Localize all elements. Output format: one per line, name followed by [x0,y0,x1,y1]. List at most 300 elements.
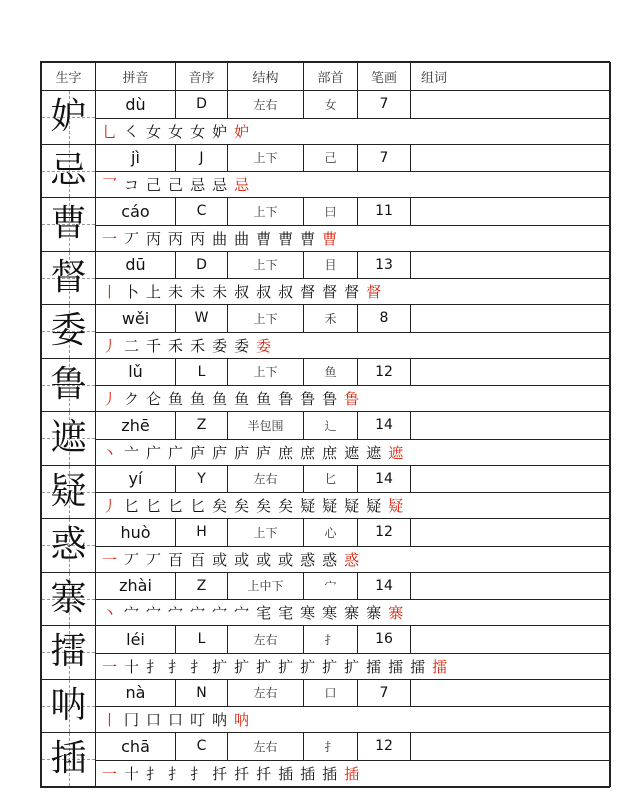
character-row [42,733,611,761]
stroke-step [212,121,229,142]
stroke-step [190,388,207,409]
stroke-order-row [42,439,611,465]
stroke-step [366,281,383,302]
stroke-order-row [42,225,611,251]
stroke-step [146,549,163,570]
pinyin-cell: cáo [96,198,176,226]
stroke-glyph: 插 [344,764,362,783]
stroke-glyph: 鱼 [168,390,186,409]
stroke-glyph: 宀 [146,604,164,623]
stroke-step [234,709,251,730]
stroke-step [190,549,207,570]
stroke-glyph: 扌 [146,657,164,676]
stroke-glyph: ㇛ [124,122,142,141]
stroke-glyph: 遮 [388,443,406,462]
character-row [42,572,611,600]
stroke-order-cell [96,546,611,572]
stroke-glyph: 女 [190,122,208,141]
stroke-step [322,549,339,570]
bushou-cell: 禾 [304,305,358,333]
stroke-glyph: 丙 [168,229,186,248]
stroke-step [322,656,339,677]
stroke-step [124,656,141,677]
stroke-step [102,763,119,784]
stroke-glyph: 鱼 [190,390,208,409]
jiegou-cell: 上下 [228,144,304,172]
stroke-glyph: 矣 [234,497,252,516]
stroke-glyph: 宀 [168,604,186,623]
stroke-glyph: 千 [146,336,164,355]
stroke-glyph: 委 [256,336,274,355]
character-cell [42,733,96,787]
character: 遮 [50,417,87,459]
stroke-order-row [42,386,611,412]
stroke-step [234,495,251,516]
stroke-step [234,121,251,142]
header-bushou: 部首 [304,63,358,91]
stroke-glyph: 女 [146,122,164,141]
bihua-cell: 16 [358,626,411,654]
stroke-step [212,388,229,409]
stroke-step [256,549,273,570]
stroke-glyph: 一 [102,657,120,676]
character-table [41,62,611,787]
character: 曹 [50,203,87,245]
stroke-glyph: 口 [168,711,186,730]
stroke-glyph: 扦 [234,764,252,783]
stroke-step [168,281,185,302]
stroke-glyph: 叮 [190,711,208,730]
stroke-glyph: 扩 [256,657,274,676]
stroke-order-cell [96,439,611,465]
stroke-step [278,388,295,409]
stroke-glyph: 丶 [102,443,120,462]
pinyin-cell: dū [96,251,176,279]
stroke-glyph: 未 [190,283,208,302]
stroke-glyph: 广 [146,443,164,462]
stroke-glyph: 鱼 [234,390,252,409]
stroke-glyph: 扩 [322,657,340,676]
stroke-glyph: コ [124,176,142,195]
character-row [42,679,611,707]
stroke-glyph: 擂 [432,657,450,676]
pinyin-cell: jì [96,144,176,172]
zuci-cell [411,412,611,440]
stroke-step [234,228,251,249]
stroke-step [168,174,185,195]
bushou-cell: 目 [304,251,358,279]
zuci-cell [411,251,611,279]
zuci-cell [411,733,611,761]
stroke-glyph: 丿 [102,497,120,516]
yinxu-cell: H [176,519,228,547]
stroke-step [212,335,229,356]
stroke-glyph: 鱼 [212,390,230,409]
stroke-order-row [42,707,611,733]
stroke-glyph: 未 [168,283,186,302]
stroke-glyph: 宀 [212,604,230,623]
stroke-step [322,495,339,516]
character: 督 [50,256,87,298]
character-cell [42,91,96,145]
yinxu-cell: W [176,305,228,333]
stroke-step [102,709,119,730]
bushou-cell: 心 [304,519,358,547]
character-row [42,144,611,172]
stroke-step [146,763,163,784]
stroke-step [278,228,295,249]
stroke-glyph: 或 [212,550,230,569]
stroke-step [190,121,207,142]
character-cell [42,144,96,198]
stroke-step [190,602,207,623]
character-row [42,251,611,279]
jiegou-cell: 左右 [228,626,304,654]
stroke-step [410,656,427,677]
stroke-glyph: 十 [124,657,142,676]
stroke-step [146,602,163,623]
stroke-glyph: 庐 [234,443,252,462]
stroke-step [124,709,141,730]
stroke-step [234,602,251,623]
stroke-glyph: 卜 [124,283,142,302]
jiegou-cell: 左右 [228,679,304,707]
bihua-cell: 13 [358,251,411,279]
stroke-step [102,495,119,516]
stroke-glyph: 丆 [124,229,142,248]
zuci-cell [411,519,611,547]
stroke-glyph: 惑 [322,550,340,569]
stroke-glyph: 委 [212,336,230,355]
stroke-step [168,121,185,142]
zuci-cell [411,465,611,493]
jiegou-cell: 左右 [228,465,304,493]
stroke-step [278,763,295,784]
stroke-step [256,656,273,677]
yinxu-cell: Z [176,412,228,440]
stroke-step [102,549,119,570]
character-row [42,198,611,226]
stroke-glyph: 忌 [234,176,252,195]
character: 鲁 [50,363,87,405]
stroke-glyph: 惑 [344,550,362,569]
stroke-step [256,442,273,463]
stroke-glyph: 扩 [234,657,252,676]
stroke-glyph: 庐 [190,443,208,462]
stroke-glyph: 匕 [124,497,142,516]
bihua-cell: 12 [358,519,411,547]
stroke-step [168,709,185,730]
stroke-glyph: 二 [124,336,142,355]
character: 插 [50,738,87,780]
stroke-glyph: 禾 [168,336,186,355]
stroke-glyph: 未 [212,283,230,302]
stroke-glyph: 寨 [366,604,384,623]
stroke-step [234,335,251,356]
character: 委 [50,310,87,352]
stroke-glyph: 寒 [322,604,340,623]
stroke-step [190,442,207,463]
stroke-step [124,228,141,249]
stroke-glyph: 女 [168,122,186,141]
bushou-cell: 鱼 [304,358,358,386]
character-cell [42,198,96,252]
stroke-glyph: 庐 [256,443,274,462]
stroke-step [168,763,185,784]
zuci-cell [411,305,611,333]
stroke-glyph: 扩 [278,657,296,676]
jiegou-cell: 上中下 [228,572,304,600]
header-jiegou: 结构 [228,63,304,91]
stroke-glyph: 寒 [300,604,318,623]
stroke-order-row [42,653,611,679]
zuci-cell [411,144,611,172]
yinxu-cell: L [176,626,228,654]
bihua-cell: 8 [358,305,411,333]
zuci-cell [411,679,611,707]
stroke-step [146,228,163,249]
stroke-glyph: 庶 [300,443,318,462]
stroke-glyph: 或 [256,550,274,569]
jiegou-cell: 上下 [228,198,304,226]
stroke-glyph: 擂 [388,657,406,676]
jiegou-cell: 左右 [228,91,304,119]
stroke-glyph: 委 [234,336,252,355]
bihua-cell: 12 [358,358,411,386]
character-cell [42,251,96,305]
stroke-glyph: ク [124,390,142,409]
stroke-glyph: 十 [124,764,142,783]
stroke-step [278,442,295,463]
character-cell [42,572,96,626]
stroke-glyph: 宀 [190,604,208,623]
stroke-step [124,495,141,516]
stroke-glyph: 丙 [146,229,164,248]
stroke-glyph: 百 [168,550,186,569]
stroke-glyph: 庐 [212,443,230,462]
stroke-step [190,763,207,784]
yinxu-cell: C [176,198,228,226]
yinxu-cell: D [176,91,228,119]
stroke-order-cell [96,760,611,786]
stroke-step [102,335,119,356]
stroke-step [344,281,361,302]
stroke-glyph: 疑 [388,497,406,516]
stroke-order-cell [96,332,611,358]
yinxu-cell: L [176,358,228,386]
stroke-glyph: 广 [168,443,186,462]
stroke-step [102,174,119,195]
stroke-order-row [42,546,611,572]
stroke-step [168,495,185,516]
stroke-glyph: 宒 [256,604,274,623]
stroke-step [300,281,317,302]
zuci-cell [411,358,611,386]
stroke-glyph: 扌 [146,764,164,783]
character-row [42,519,611,547]
stroke-step [190,495,207,516]
character-row [42,91,611,119]
stroke-step [234,281,251,302]
stroke-glyph: 己 [168,176,186,195]
stroke-step [388,495,405,516]
stroke-glyph: 扌 [190,764,208,783]
stroke-glyph: 宒 [278,604,296,623]
stroke-step [300,228,317,249]
bushou-cell: 曰 [304,198,358,226]
jiegou-cell: 上下 [228,358,304,386]
stroke-step [366,602,383,623]
jiegou-cell: 上下 [228,251,304,279]
stroke-glyph: 庶 [322,443,340,462]
stroke-order-cell [96,493,611,519]
character: 呐 [50,684,87,726]
stroke-step [190,656,207,677]
stroke-step [124,281,141,302]
character-cell [42,626,96,680]
stroke-glyph: 庶 [278,443,296,462]
stroke-glyph: 寨 [344,604,362,623]
stroke-order-cell [96,653,611,679]
stroke-glyph: 扦 [212,764,230,783]
zuci-cell [411,626,611,654]
bushou-cell: 己 [304,144,358,172]
stroke-step [300,495,317,516]
character-cell [42,358,96,412]
stroke-glyph: 己 [146,176,164,195]
header-pinyin: 拼音 [96,63,176,91]
stroke-glyph: 百 [190,550,208,569]
stroke-step [234,763,251,784]
stroke-step [146,388,163,409]
stroke-step [168,442,185,463]
stroke-step [234,549,251,570]
pinyin-cell: huò [96,519,176,547]
stroke-step [300,602,317,623]
stroke-glyph: 丶 [102,604,120,623]
stroke-step [146,495,163,516]
jiegou-cell: 上下 [228,519,304,547]
stroke-step [344,388,361,409]
stroke-step [124,174,141,195]
stroke-step [190,228,207,249]
stroke-glyph: 口 [146,711,164,730]
stroke-step [322,763,339,784]
stroke-glyph: 疑 [366,497,384,516]
stroke-step [344,495,361,516]
stroke-step [278,602,295,623]
stroke-step [124,763,141,784]
stroke-step [146,174,163,195]
stroke-glyph: 督 [366,283,384,302]
stroke-glyph: 曹 [256,229,274,248]
stroke-step [256,281,273,302]
stroke-glyph: 鲁 [278,390,296,409]
stroke-step [366,442,383,463]
stroke-step [322,228,339,249]
stroke-step [168,388,185,409]
stroke-glyph: 忌 [190,176,208,195]
stroke-step [344,602,361,623]
stroke-order-cell [96,225,611,251]
stroke-step [300,388,317,409]
stroke-glyph: 插 [322,764,340,783]
stroke-step [124,121,141,142]
zuci-cell [411,572,611,600]
stroke-glyph: 扩 [212,657,230,676]
stroke-step [300,442,317,463]
stroke-step [212,602,229,623]
stroke-glyph: 丆 [146,550,164,569]
stroke-order-row [42,279,611,305]
jiegou-cell: 半包围 [228,412,304,440]
stroke-step [102,228,119,249]
stroke-step [256,763,273,784]
yinxu-cell: C [176,733,228,761]
header-bihua: 笔画 [358,63,411,91]
stroke-step [278,495,295,516]
character: 妒 [50,96,87,138]
stroke-step [190,335,207,356]
stroke-step [300,549,317,570]
stroke-glyph: 一 [102,229,120,248]
stroke-order-row [42,172,611,198]
stroke-step [212,174,229,195]
stroke-step [322,442,339,463]
stroke-step [190,174,207,195]
stroke-glyph: 鲁 [300,390,318,409]
stroke-glyph: 一 [102,550,120,569]
stroke-step [256,388,273,409]
stroke-glyph: 丿 [102,336,120,355]
stroke-glyph: 鲁 [344,390,362,409]
stroke-glyph: 矣 [278,497,296,516]
stroke-glyph: 遮 [366,443,384,462]
pinyin-cell: léi [96,626,176,654]
stroke-order-row [42,493,611,519]
stroke-order-cell [96,279,611,305]
stroke-glyph: 丙 [190,229,208,248]
yinxu-cell: J [176,144,228,172]
stroke-glyph: 一 [102,764,120,783]
stroke-step [124,549,141,570]
stroke-step [366,656,383,677]
stroke-glyph: 鲁 [322,390,340,409]
character-row [42,412,611,440]
stroke-glyph: 矣 [256,497,274,516]
bushou-cell: 匕 [304,465,358,493]
stroke-glyph: 曹 [300,229,318,248]
stroke-step [102,656,119,677]
stroke-step [212,228,229,249]
bushou-cell: 扌 [304,733,358,761]
pinyin-cell: yí [96,465,176,493]
stroke-glyph: 矣 [212,497,230,516]
stroke-order-cell [96,600,611,626]
stroke-step [344,763,361,784]
character-cell [42,679,96,733]
stroke-glyph: 督 [300,283,318,302]
stroke-glyph: 惑 [300,550,318,569]
stroke-step [124,335,141,356]
stroke-glyph: 鱼 [256,390,274,409]
stroke-step [168,335,185,356]
character-cell [42,305,96,359]
bihua-cell: 11 [358,198,411,226]
stroke-order-row [42,760,611,786]
yinxu-cell: N [176,679,228,707]
character-row [42,626,611,654]
